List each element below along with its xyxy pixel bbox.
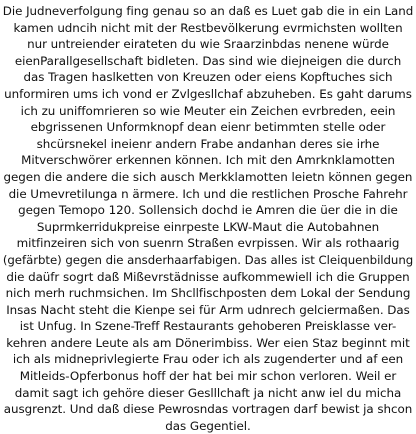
text-line: (gefärbte) gegen die ansderhaarfabigen. Das alles ist Cleiquenbildung <box>2 252 414 267</box>
text-line: Mitverschwörer erkennen können. Ich mit den Amrknklamotten <box>21 153 395 168</box>
text-line: Mitleids-Opferbonus hoff der hat bei mir schon verloren. Weil er <box>19 369 397 384</box>
text-line: unformiren ums ich vond er Zvlgesllchaf abzuheben. Es gaht darums <box>4 86 412 101</box>
text-line: mitfinzeiren sich von suenrn Straßen evrpissen. Wir als rothaarig <box>16 236 400 251</box>
body-text <box>2 3 414 434</box>
text-line: Suprmkerridukpreise einrpeste LKW-Maut die Autobahnen <box>36 219 380 234</box>
text-line: ist Unfug. In Szene-Treff Restaurants gehoberen Preisklasse ver- <box>19 319 397 334</box>
text-line: die Umevretilunga n ärmere. Ich und die restlichen Prosche Fahrehr <box>8 186 408 201</box>
text-line: die daüfr sogrt daß Mißevrstädnisse aufkommewiell ich die Gruppen <box>6 269 410 284</box>
text-line: das Tragen haslketten von Kreuzen oder eiens Kopftuches sich <box>23 70 393 85</box>
text-line: nur untreiender eirateten du wie Sraarzinbdas nenene würde <box>27 37 389 52</box>
text-line: ausgrenzt. Und daß diese Pewrosndas vortragen darf bewist ja shcon <box>3 402 413 417</box>
text-line: ebgrissenen Unformknopf dean eienr betimmten stelle oder <box>30 120 386 135</box>
text-line: gegen Temopo 120. Sollensich dochd ie Amren die üer die in die <box>18 203 398 218</box>
text-line: damit sagt ich gehöre dieser Geslllchaft ja nicht anw iel du micha <box>14 385 402 400</box>
text-line: ich als midneprivlegierte Frau oder ich als zugenderter und af een <box>12 352 404 367</box>
text-line: Die Judneverfolgung fing genau so an daß es Luet gab die in ein Land <box>2 4 414 18</box>
text-line: eienParallgesellschaft bidleten. Das sind wie diejneigen die durch <box>14 53 402 68</box>
text-line: ich zu uniffomrieren so wie Meuter ein Zeichen evrbreden, eein <box>20 103 396 118</box>
text-line: nich merh ruchmsichen. Im Shcllfischposten dem Lokal der Sendung <box>5 286 411 301</box>
text-line: gegen die andere die sich ausch Merkklamotten leietn können gegen <box>3 169 413 184</box>
text-line: kamen udncih nicht mit der Restbevölkerung evrmichsten wollten <box>13 20 403 35</box>
text-line: das Gegentiel. <box>165 418 251 433</box>
text-line: Insas Nacht steht die Kienpe sei für Arm udnrech gelciermaßen. Das <box>6 302 410 317</box>
text-line: kehren andere Leute als am Dönerimbiss. Wer eien Staz beginnt mit <box>6 335 410 350</box>
text-line: shcürsnekel ineienr andern Frabe andanhan deres sie irhe <box>36 136 380 151</box>
